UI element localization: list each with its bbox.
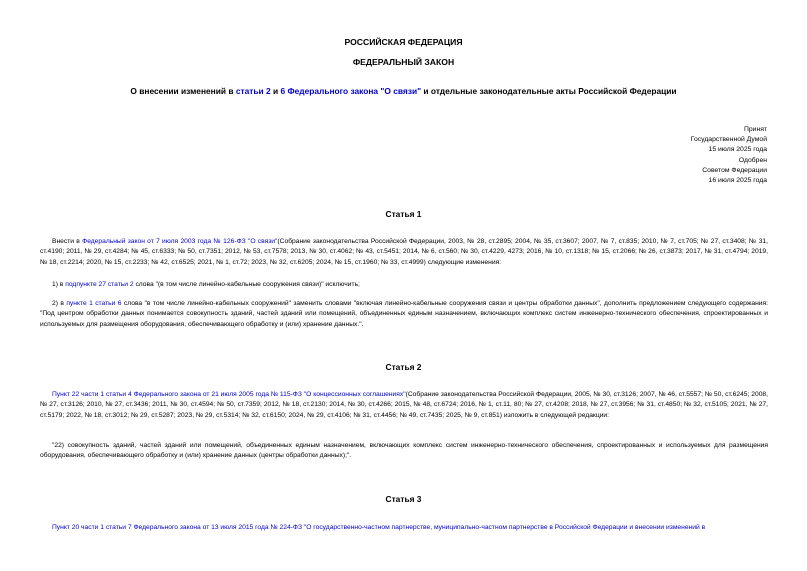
adoption-block: [691, 125, 767, 186]
item2-prefix: 2) в: [52, 300, 67, 307]
approved-by: Советом Федерации: [702, 166, 767, 174]
law-title: [0, 86, 807, 96]
item1-prefix: 1) в: [52, 281, 66, 288]
article3-law-link[interactable]: Пункт 20 части 1 статьи 7 Федерального закона от 13 июля 2015 года № 224-ФЗ "О государственно-частном партнерстве, муниципально-частном партнерстве в Российской Федерации и внесении изменений в: [52, 524, 706, 531]
article1-intro-text: (Собрание законодательства Российской Федерации, 2003, № 28, ст.2895; 2004, № 35, ст.3607; 2007, № 7, ст.835; 2010, № 7, ст.705; № 27, ст.3408; № 31, ст.4190; 2011, № 29, ст.4284; № 45, ст.6333; № 50, ст.7351; 2012, № 53, ст.7578; 2013, № 30, ст.4062; № 43, ст.5451; 2014, № 6, ст.560; № 30, ст.4229, 4273; 2016, № 10, ст.1318; № 15, ст.2066; № 26, ст.3873; 2017, № 31, ст.4794; 2019, № 18, ст.2214; 2020, № 15, ст.2233; № 42, ст.6525; 2021, № 1, ст.72; 2023, № 32, ст.6205; 2024, № 15, ст.1960; № 33, ст.4999) следующие изменения:: [40, 238, 768, 266]
accepted-date: 15 июля 2025 года: [708, 146, 767, 154]
article3-heading: Статья 3: [385, 494, 422, 504]
accepted-by: Государственной Думой: [690, 136, 767, 144]
title-prefix: О внесении изменений в: [130, 86, 236, 96]
item2-link[interactable]: пункте 1 статьи 6: [66, 300, 122, 307]
title-suffix: и отдельные законодательные акты Российской Федерации: [421, 86, 677, 96]
article1-item1: [40, 280, 768, 290]
country-heading: РОССИЙСКАЯ ФЕДЕРАЦИЯ: [344, 37, 463, 47]
approved-date: 16 июля 2025 года: [708, 177, 767, 185]
title-link-article6[interactable]: 6 Федерального закона "О связи": [280, 86, 422, 96]
article2-law-link[interactable]: Пункт 22 части 1 статьи 4 Федерального закона от 21 июля 2005 года № 115-ФЗ "О концессионных соглашениях": [52, 391, 406, 398]
article2-heading: Статья 2: [385, 362, 422, 372]
article1-item2: [40, 299, 768, 330]
article2-intro-text: (Собрание законодательства Российской Федерации, 2005, № 30, ст.3126; 2007, № 46, ст.5557; № 50, ст.6245; 2008, № 27, ст.3126; 2010, № 27, ст.3436; 2011, № 30, ст.4594; № 50, ст.7359; 2012, № 18, ст.2130; 2014, № 30, ст.4266; 2015, № 48, ст.6724; 2016, № 1, ст.11, 80; № 27, ст.4208; 2018, № 27, ст.3956; № 31, ст.4850; № 32, ст.5105; 2021, № 27, ст.5179; 2022, № 18, ст.3012; № 29, ст.5287; 2023, № 29, ст.5314; № 32, ст.6150; 2024, № 29, ст.4106; № 31, ст.4456; № 49, ст.7435; 2025, № 9, ст.851) изложить в следующей редакции:: [40, 391, 768, 419]
article1-heading: Статья 1: [385, 209, 422, 219]
title-mid: и: [270, 86, 281, 96]
article2-quote: "22) совокупность зданий, частей зданий или помещений, объединенных единым назначением, включающих комплекс систем инженерно-технического обеспечения, спроектированных и используемых для размещения оборудования, обеспечивающего обработку и (или) хранение данных (центры обработки данных);".: [40, 442, 768, 460]
article2-intro: [40, 390, 768, 421]
accepted-label: Принят: [743, 126, 767, 133]
item2-text: слова "в том числе линейно-кабельных сооружений" заменить словами "включая линейно-кабельные сооружения связи и центры обработки данных", дополнить предложением следующего содержания: "Под центром обработки данных понимается совокупность зданий, частей зданий или помещений, объединенных единым назначением, включающих комплекс систем инженерно-технического обеспечения, спроектированных и используемых для размещения оборудования, обеспечивающего обработку и (или) хранение данных.".: [40, 300, 768, 328]
article3-intro: [40, 523, 768, 533]
title-link-article2[interactable]: статьи 2: [235, 86, 271, 96]
approved-label: Одобрен: [738, 156, 767, 164]
article1-intro-prefix: Внести в: [52, 238, 83, 245]
article1-law-link[interactable]: Федеральный закон от 7 июля 2003 года № 126-ФЗ "О связи": [82, 238, 278, 245]
item1-text: слова "(в том числе линейно-кабельные сооружения связи)" исключить;: [133, 281, 360, 288]
article1-intro: [40, 237, 768, 268]
document-type-heading: ФЕДЕРАЛЬНЫЙ ЗАКОН: [352, 57, 455, 67]
item1-link[interactable]: подпункте 27 статьи 2: [65, 281, 134, 288]
